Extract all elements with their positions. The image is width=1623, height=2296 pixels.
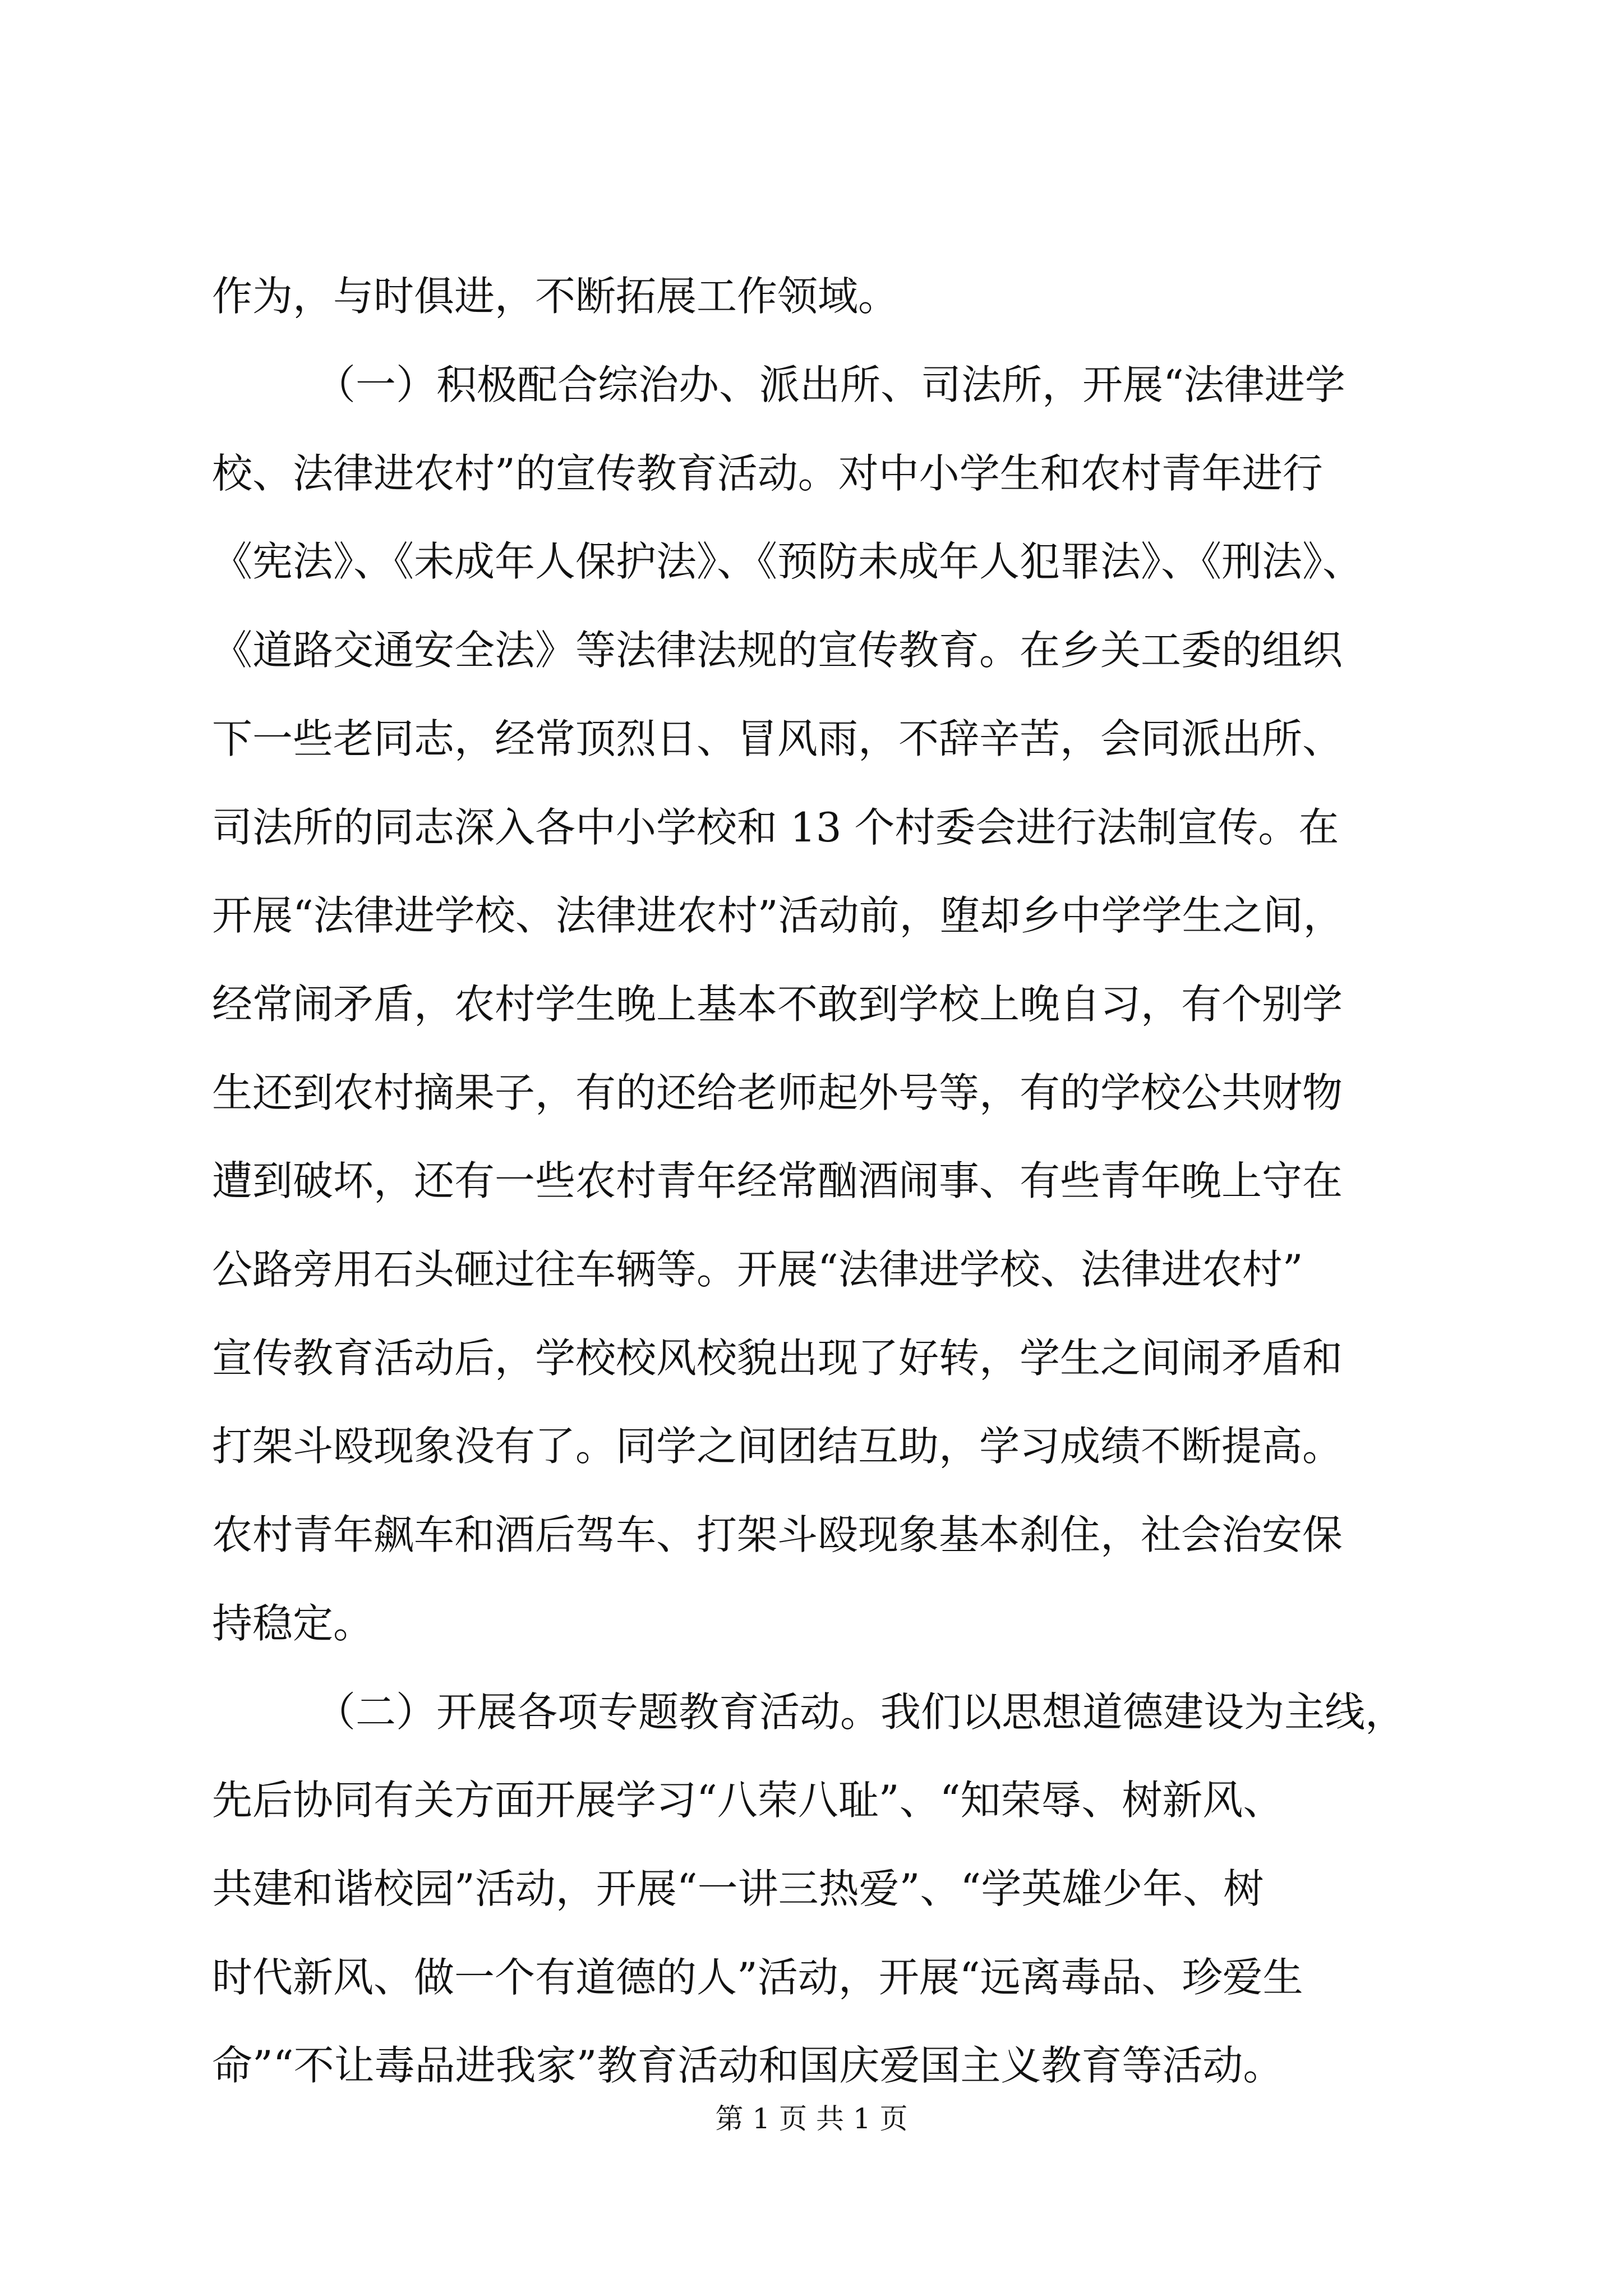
text-line: 校、法律进农村”的宣传教育活动。对中小学生和农村青年进行 — [212, 450, 1323, 497]
text-line: 《道路交通安全法》等法律法规的宣传教育。在乡关工委的组织 — [212, 627, 1343, 674]
text-line: 经常闹矛盾，农村学生晚上基本不敢到学校上晚自习，有个别学 — [212, 981, 1343, 1028]
text-line: 宣传教育活动后，学校校风校貌出现了好转，学生之间闹矛盾和 — [212, 1335, 1343, 1382]
text-line: 时代新风、做一个有道德的人”活动，开展“远离毒品、珍爱生 — [212, 1954, 1303, 2001]
paragraph-1-first-line: （一）积极配合综治办、派出所、司法所，开展“法律进学 — [315, 361, 1345, 408]
text-line: 司法所的同志深入各中小学校和 13 个村委会进行法制宣传。在 — [212, 804, 1339, 851]
text-line: 命”“不让毒品进我家”教育活动和国庆爱国主义教育等活动。 — [212, 2042, 1284, 2089]
text-line: 开展“法律进学校、法律进农村”活动前，堕却乡中学学生之间， — [212, 892, 1344, 939]
text-line: 共建和谐校园”活动，开展“一讲三热爱”、“学英雄少年、树 — [212, 1865, 1264, 1912]
text-line: 生还到农村摘果子，有的还给老师起外号等，有的学校公共财物 — [212, 1069, 1343, 1116]
text-line: 作为，与时俱进，不断拓展工作领域。 — [212, 273, 899, 320]
text-line: 打架斗殴现象没有了。同学之间团结互助，学习成绩不断提高。 — [212, 1423, 1343, 1470]
text-line: 公路旁用石头砸过往车辆等。开展“法律进学校、法律进农村” — [212, 1246, 1303, 1293]
text-line: 农村青年飙车和酒后驾车、打架斗殴现象基本刹住，社会治安保 — [212, 1511, 1343, 1558]
text-line: 先后协同有关方面开展学习“八荣八耻”、“知荣辱、树新风、 — [212, 1777, 1284, 1824]
text-line: 下一些老同志，经常顶烈日、冒风雨，不辞辛苦，会同派出所、 — [212, 715, 1343, 762]
text-line: 《宪法》、《未成年人保护法》、《预防未成年人犯罪法》、《刑法》、 — [212, 538, 1363, 585]
text-line: 持稳定。 — [212, 1600, 374, 1647]
paragraph-2-first-line: （二）开展各项专题教育活动。我们以思想道德建设为主线， — [315, 1688, 1406, 1736]
page-number-footer: 第 1 页 共 1 页 — [715, 2102, 908, 2135]
text-line: 遭到破坏，还有一些农村青年经常酗酒闹事、有些青年晚上守在 — [212, 1157, 1343, 1204]
